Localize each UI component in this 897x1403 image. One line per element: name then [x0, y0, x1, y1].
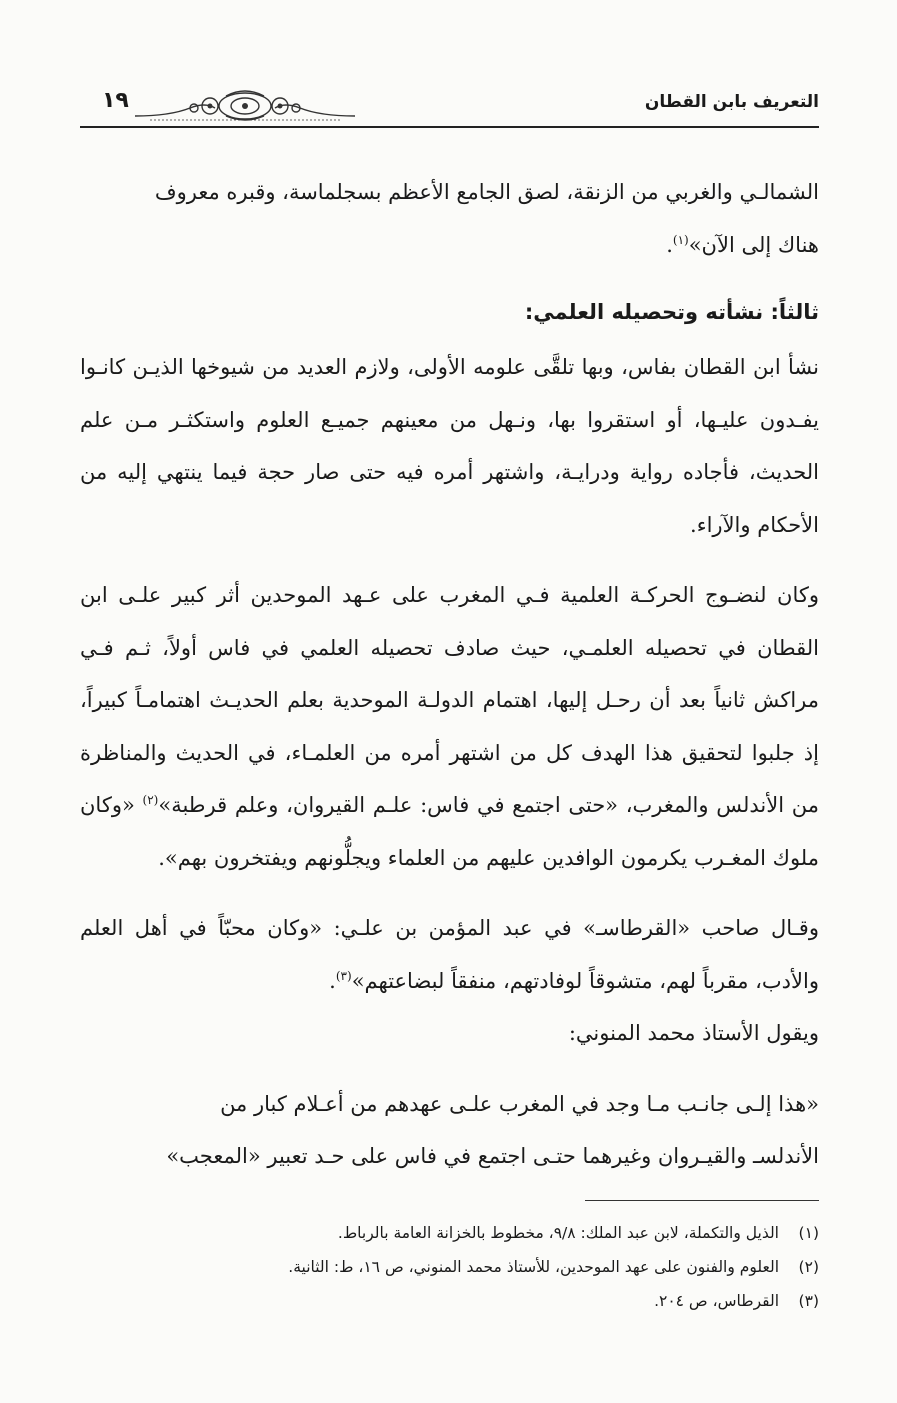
paragraph-3-text-a: وكان لنضـوج الحركـة العلمية فـي المغرب على عـهد الموحدين أثر كبير علـى ابن القطان في تحصيله العلمـي، حيث صادف تحصيله العلمي في فاس أولاً، ثـم فـي مراكش ثانياً بعد أن رحـل إليها، اهتمام الدولـة الموحدية بعلم الحديـث اهتمامـاً كبيراً، إذ جلبوا لتحقيق هذا الهدف كل من اشتهر أمره من العلمـاء، في الحديث والمناظرة من الأندلس والمغرب، «حتى اجتمع في فاس: علـم القيروان، وعلم قرطبة»	[80, 583, 819, 817]
paragraph-4	[80, 902, 819, 1007]
paragraph-5: ويقول الأستاذ محمد المنوني:	[568, 1021, 819, 1045]
paragraph-1-line-2: هناك إلى الآن»	[688, 232, 819, 257]
paragraph-1-line-1: الشمالـي والغربي من الزنقة، لصق الجامع الأعظم بسجلماسة، وقبره معروف	[154, 180, 819, 204]
footnote-ref-2: (٢)	[142, 793, 159, 807]
footnote-2-text: العلوم والفنون على عهد الموحدين، للأستاذ محمد المنوني، ص ١٦، ط: الثانية.	[288, 1258, 779, 1276]
main-text	[80, 166, 819, 1183]
decorative-ornament-icon	[130, 86, 360, 124]
paragraph-4-text: وقـال صاحب «القرطاسـ» في عبد المؤمن بن علـي: «وكان محبّاً في أهل العلم والأدب، مقرباً لهم، متشوقاً لوفادتهم، منفقاً لبضاعتهم»	[80, 916, 819, 993]
running-title: التعريف بابن القطان	[644, 92, 819, 112]
footnote-3-text: القرطاس، ص ٢٠٤.	[654, 1292, 779, 1310]
paragraph-3	[80, 569, 819, 884]
footnote-3-number: (٣)	[798, 1292, 819, 1310]
footnote-ref-1: (١)	[672, 232, 689, 247]
paragraph-6	[80, 1078, 819, 1183]
header-rule	[80, 126, 819, 128]
footnote-1-number: (١)	[798, 1224, 819, 1242]
paragraph-6-line-2: الأندلسـ والقيـروان وغيرهما حتـى اجتمع في فاس على حـد تعبير «المعجب»	[166, 1144, 819, 1168]
paragraph-2: نشأ ابن القطان بفاس، وبها تلقَّى علومه الأولى، ولازم العديد من شيوخها الذيـن كانـوا يفـدون عليـها، أو استقروا بها، ونـهل من معينهم جميـع العلوم واستكثـر مـن علم الحديث، فأجاده رواية ودرايـة، واشتهر أمره فيه حتى صار حجة فيما ينتهي إليه من الأحكام والآراء.	[80, 355, 819, 537]
page-number: ١٩	[102, 88, 129, 113]
footnote-1	[80, 1216, 819, 1250]
page-header	[80, 86, 819, 126]
footnotes	[80, 1216, 819, 1318]
footnote-ref-3: (٣)	[335, 968, 352, 983]
paragraph-3-text-b: «وكان ملوك المغـرب يكرمون الوافدين عليهم من العلماء ويجلُّونهم ويفتخرون بهم».	[80, 793, 819, 870]
section-heading: ثالثاً: نشأته وتحصيله العلمي:	[524, 300, 819, 324]
footnote-3	[80, 1284, 819, 1318]
paragraph-1: الشمالـي والغربي من الزنقة، لصق الجامع الأعظم بسجلماسة، وقبره معروف هناك إلى الآن»$^{(١)}$.	[154, 180, 819, 257]
footnote-2-number: (٢)	[798, 1258, 819, 1276]
footnote-1-text: الذيل والتكملة، لابن عبد الملك: ٩/٨، مخطوط بالخزانة العامة بالرباط.	[337, 1224, 779, 1242]
paragraph-4-end: .	[329, 968, 336, 993]
footnote-2	[80, 1250, 819, 1284]
footnote-rule	[585, 1200, 819, 1201]
paragraph-6-line-1: «هذا إلـى جانـب مـا وجد في المغرب علـى عهدهم من أعـلام كبار من	[220, 1091, 819, 1116]
